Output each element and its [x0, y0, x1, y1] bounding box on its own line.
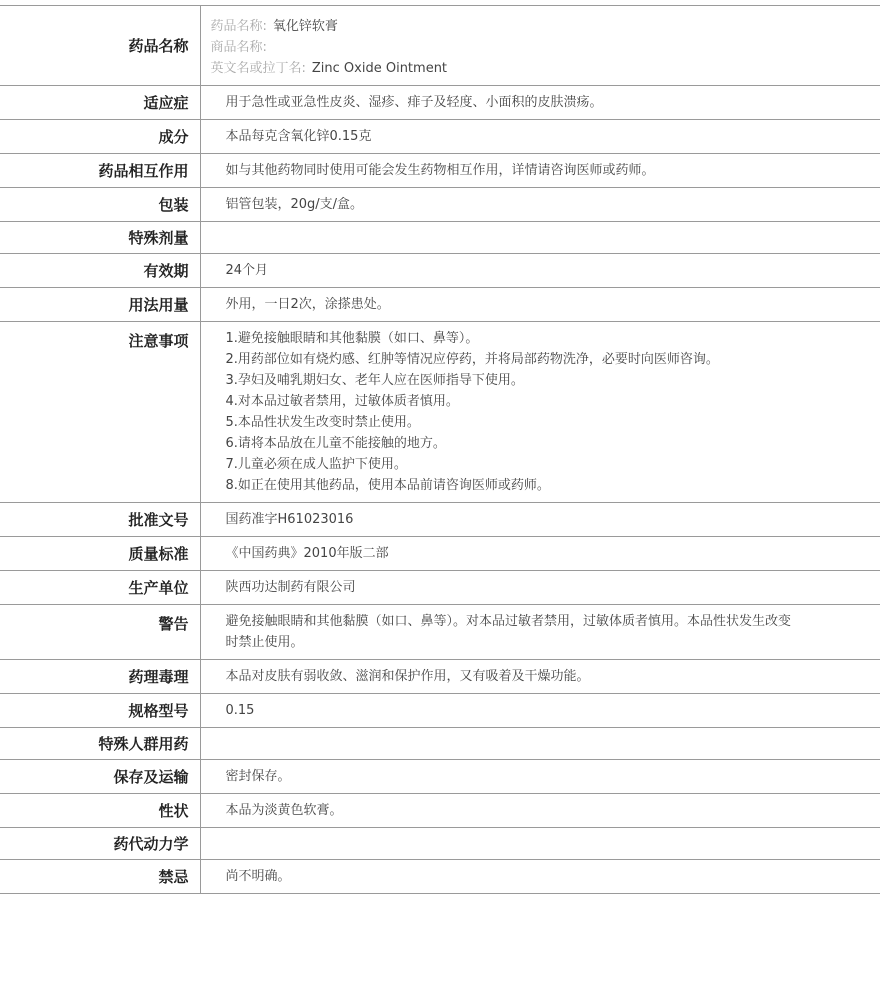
row-label: 适应症 [0, 86, 200, 120]
row-label: 批准文号 [0, 503, 200, 537]
row-shelf-life [0, 254, 880, 288]
row-precautions [0, 322, 880, 503]
drug-info-sheet [0, 5, 880, 894]
row-value: 《中国药典》2010年版二部 [200, 537, 880, 571]
precaution-item: 8.如正在使用其他药品，使用本品前请咨询医师或药师。 [225, 478, 550, 493]
row-label: 性状 [0, 794, 200, 828]
row-value: 24个月 [200, 254, 880, 288]
row-value: 陕西功达制药有限公司 [200, 571, 880, 605]
row-value: 本品为淡黄色软膏。 [200, 794, 880, 828]
precaution-item: 1.避免接触眼睛和其他黏膜（如口、鼻等）。 [225, 331, 479, 346]
row-usage [0, 288, 880, 322]
row-label: 包装 [0, 188, 200, 222]
english-name-key: 英文名或拉丁名: [210, 61, 306, 76]
row-label: 药品相互作用 [0, 154, 200, 188]
row-label: 药品名称 [0, 6, 200, 86]
row-ingredients [0, 120, 880, 154]
row-contraindications [0, 860, 880, 894]
row-value: 铝管包装，20g/支/盒。 [200, 188, 880, 222]
row-package [0, 188, 880, 222]
row-value: 外用，一日2次，涂搽患处。 [200, 288, 880, 322]
row-special-population [0, 728, 880, 760]
trade-name-key: 商品名称: [210, 40, 267, 55]
row-label: 禁忌 [0, 860, 200, 894]
row-label: 生产单位 [0, 571, 200, 605]
row-label: 特殊人群用药 [0, 728, 200, 760]
row-label: 规格型号 [0, 694, 200, 728]
precaution-item: 3.孕妇及哺乳期妇女、老年人应在医师指导下使用。 [225, 373, 524, 388]
precaution-item: 6.请将本品放在儿童不能接触的地方。 [225, 436, 446, 451]
row-value: 如与其他药物同时使用可能会发生药物相互作用，详情请咨询医师或药师。 [200, 154, 880, 188]
row-label: 有效期 [0, 254, 200, 288]
row-value [200, 828, 880, 860]
row-label: 药理毒理 [0, 660, 200, 694]
row-value: 本品每克含氧化锌0.15克 [200, 120, 880, 154]
row-approval [0, 503, 880, 537]
row-value [200, 6, 880, 86]
warning-text: 避免接触眼睛和其他黏膜（如口、鼻等）。对本品过敏者禁用，过敏体质者慎用。本品性状发生改变时禁止使用。 [225, 614, 792, 650]
row-indications [0, 86, 880, 120]
precaution-item: 2.用药部位如有烧灼感、红肿等情况应停药，并将局部药物洗净，必要时向医师咨询。 [225, 352, 719, 367]
row-drug-name [0, 6, 880, 86]
row-label: 用法用量 [0, 288, 200, 322]
generic-name-value: 氧化锌软膏 [272, 19, 338, 34]
row-label: 保存及运输 [0, 760, 200, 794]
row-interactions [0, 154, 880, 188]
row-value [200, 322, 880, 503]
row-label: 成分 [0, 120, 200, 154]
drug-info-table [0, 5, 880, 894]
row-label: 质量标准 [0, 537, 200, 571]
row-value: 本品对皮肤有弱收敛、滋润和保护作用，又有吸着及干燥功能。 [200, 660, 880, 694]
row-storage [0, 760, 880, 794]
row-label: 药代动力学 [0, 828, 200, 860]
english-name-value: Zinc Oxide Ointment [311, 61, 448, 76]
row-pharmacokinetics [0, 828, 880, 860]
row-manufacturer [0, 571, 880, 605]
row-pharmacology [0, 660, 880, 694]
precaution-item: 7.儿童必须在成人监护下使用。 [225, 457, 407, 472]
precaution-item: 5.本品性状发生改变时禁止使用。 [225, 415, 420, 430]
row-label: 注意事项 [0, 322, 200, 503]
row-warning [0, 605, 880, 660]
row-label: 警告 [0, 605, 200, 660]
row-value: 尚不明确。 [200, 860, 880, 894]
row-spec [0, 694, 880, 728]
row-value: 密封保存。 [200, 760, 880, 794]
precaution-item: 4.对本品过敏者禁用，过敏体质者慎用。 [225, 394, 459, 409]
row-appearance [0, 794, 880, 828]
row-value [200, 222, 880, 254]
generic-name-key: 药品名称: [210, 19, 267, 34]
row-value: 0.15 [200, 694, 880, 728]
row-value: 用于急性或亚急性皮炎、湿疹、痱子及轻度、小面积的皮肤溃疡。 [200, 86, 880, 120]
english-name-line [211, 58, 871, 79]
row-value [200, 605, 880, 660]
row-value [200, 728, 880, 760]
trade-name-line [211, 37, 871, 58]
row-standard [0, 537, 880, 571]
row-value: 国药准字H61023016 [200, 503, 880, 537]
row-label: 特殊剂量 [0, 222, 200, 254]
generic-name-line [211, 16, 871, 37]
row-special-dosage [0, 222, 880, 254]
